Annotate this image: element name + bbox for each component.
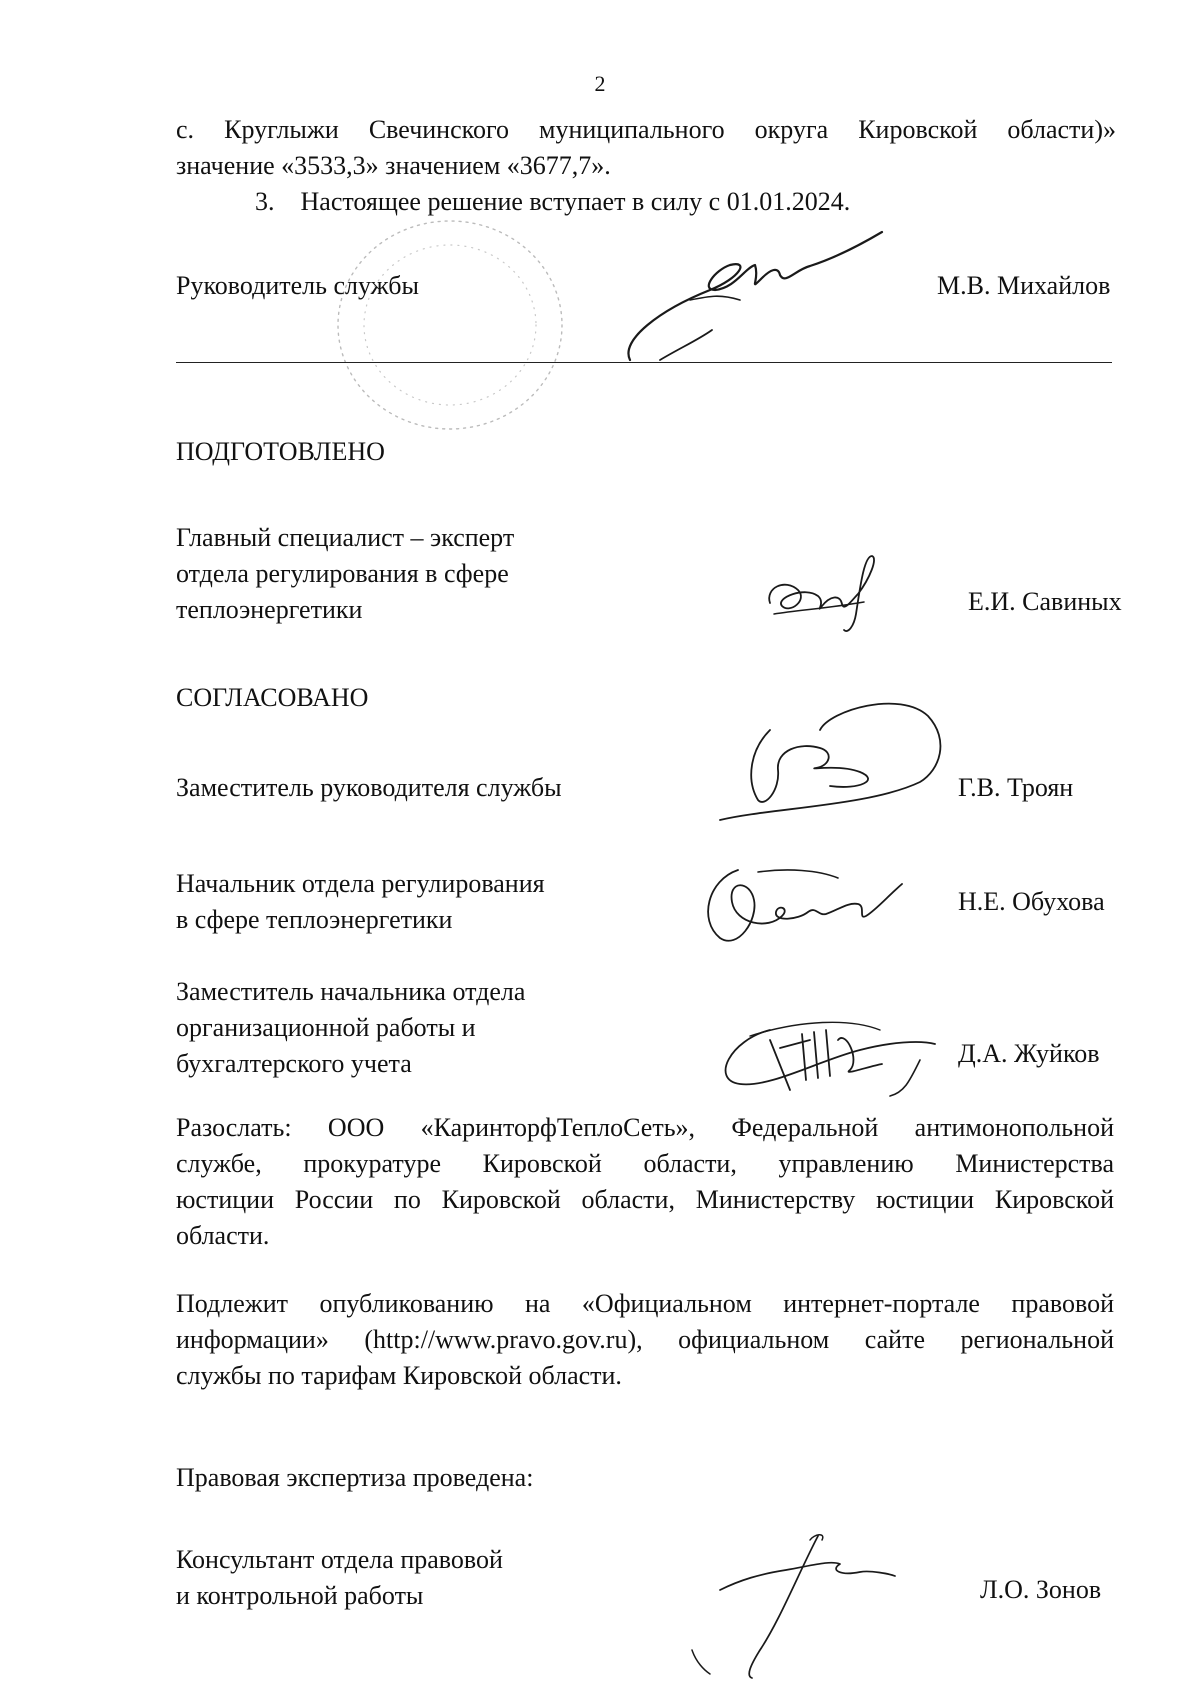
legal-position-line: и контрольной работы [176,1581,424,1610]
legal-name: Л.О. Зонов [980,1575,1102,1604]
prepared-position-line: Главный специалист – эксперт [176,523,515,552]
signature-prepared [760,548,900,638]
distribution-line: службе, прокуратуре Кировской области, управлению Министерства [176,1149,1114,1178]
agreed-heading: СОГЛАСОВАНО [176,683,369,712]
legal-position-line: Консультант отдела правовой [176,1545,503,1574]
signature-agreed-1 [710,690,950,830]
prepared-position-line: отдела регулирования в сфере [176,559,509,588]
agreed-signer-2-position [176,866,545,938]
distribution-line: юстиции России по Кировской области, Министерству юстиции Кировской [176,1185,1114,1214]
publication-line: информации» (http://www.pravo.gov.ru), официальном сайте региональной [176,1325,1114,1354]
head-position: Руководитель службы [176,271,419,300]
agreed-signer-2-position-line: Начальник отдела регулирования [176,869,545,898]
prepared-position [176,520,514,628]
agreed-signer-2-name: Н.Е. Обухова [958,887,1105,916]
stamp-seal [330,210,570,440]
distribution-paragraph [176,1110,1114,1254]
agreed-signer-3-name: Д.А. Жуйков [958,1039,1100,1068]
prepared-name: Е.И. Савиных [968,587,1122,616]
legal-heading: Правовая экспертиза проведена: [176,1463,534,1492]
legal-position [176,1542,503,1614]
prepared-position-line: теплоэнергетики [176,595,363,624]
agreed-signer-1-position: Заместитель руководителя службы [176,773,562,802]
head-name: М.В. Михайлов [937,271,1111,300]
signature-agreed-2 [698,850,908,950]
distribution-line: Разослать: ООО «КаринторфТеплоСеть», Федеральной антимонопольной [176,1113,1114,1142]
agreed-signer-2-position-line: в сфере теплоэнергетики [176,905,453,934]
divider-line [176,362,1112,363]
signature-head [620,230,900,370]
signature-legal [690,1530,900,1680]
intro-line-1: с. Круглыжи Свечинского муниципального округа Кировской области)» [176,115,1116,144]
intro-line-2: значение «3533,3» значением «3677,7». [176,151,611,180]
agreed-signer-1-name: Г.В. Троян [958,773,1074,802]
agreed-signer-3-position [176,974,525,1082]
agreed-signer-3-position-line: организационной работы и [176,1013,476,1042]
intro-paragraph [176,112,1116,184]
publication-line: Подлежит опубликованию на «Официальном интернет-портале правовой [176,1289,1114,1318]
agreed-signer-3-position-line: бухгалтерского учета [176,1049,412,1078]
agreed-signer-3-position-line: Заместитель начальника отдела [176,977,526,1006]
item-3: 3. Настоящее решение вступает в силу с 01.01.2024. [255,187,851,216]
signature-agreed-3 [710,1000,940,1100]
page-number: 2 [594,71,606,96]
publication-paragraph [176,1286,1114,1394]
prepared-heading: ПОДГОТОВЛЕНО [176,437,385,466]
distribution-line: области. [176,1221,270,1250]
publication-line: службы по тарифам Кировской области. [176,1361,622,1390]
